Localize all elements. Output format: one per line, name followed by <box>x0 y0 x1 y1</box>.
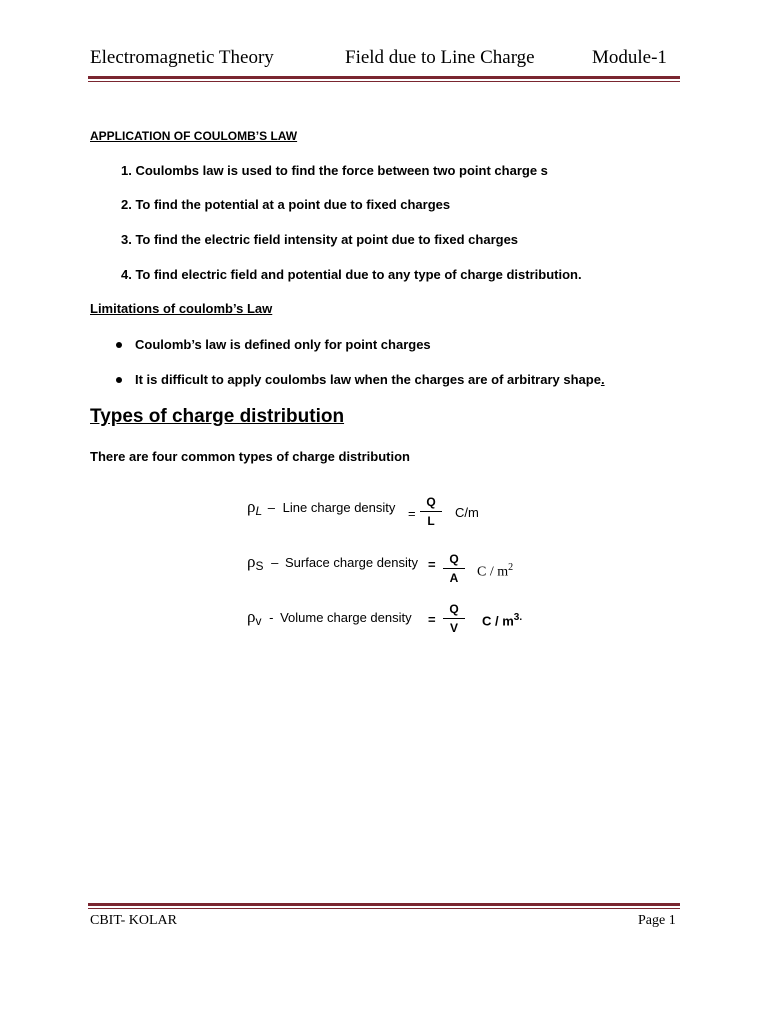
header-rule-thin <box>88 81 680 82</box>
header-topic: Field due to Line Charge <box>345 47 535 68</box>
list-item-4: 4. To find electric field and potential due to any type of charge distribution. <box>121 267 582 282</box>
rho-symbol: ρ <box>247 552 256 571</box>
denominator: V <box>449 621 458 635</box>
bullet-item-2-period: . <box>600 372 605 387</box>
formula-label: Volume charge density <box>280 610 412 625</box>
formula-dash: – <box>271 555 279 570</box>
formula-dash: – <box>267 500 276 515</box>
rho-symbol: ρ <box>247 497 256 516</box>
footer-institution: CBIT- KOLAR <box>90 913 177 928</box>
list-item-1: 1. Coulombs law is used to find the force between two point charge s <box>121 163 548 178</box>
bullet-item-1: Coulomb’s law is defined only for point charges <box>135 337 431 352</box>
fraction-bar <box>443 618 465 619</box>
section-title-types: Types of charge distribution <box>90 406 345 427</box>
bullet-item-2 <box>135 372 605 387</box>
formula-equals: = <box>428 612 436 627</box>
numerator: Q <box>449 552 459 566</box>
unit-text: C / m <box>482 613 514 629</box>
fraction <box>420 495 442 528</box>
header-module: Module-1 <box>592 47 667 68</box>
footer-rule-thin <box>88 908 680 909</box>
footer-rule-thick <box>88 903 680 906</box>
types-intro: There are four common types of charge distribution <box>90 449 410 464</box>
formula-line-charge <box>247 497 395 518</box>
list-item-3: 3. To find the electric field intensity at point due to fixed charges <box>121 232 519 247</box>
formula-unit: C/m <box>455 505 479 520</box>
numerator: Q <box>449 602 459 616</box>
rho-subscript: S <box>255 559 264 573</box>
rho-subscript: v <box>255 614 262 628</box>
formula-unit <box>482 612 522 628</box>
formula-label: Line charge density <box>282 500 396 515</box>
formula-unit <box>477 562 513 581</box>
unit-superscript: 2 <box>508 562 514 573</box>
unit-superscript: 3. <box>513 612 523 623</box>
bullet-item-2-text: It is difficult to apply coulombs law when the charges are of arbitrary shape <box>135 372 601 387</box>
formula-volume-charge <box>247 607 412 628</box>
numerator: Q <box>426 495 436 509</box>
denominator: L <box>427 514 435 528</box>
list-item-2: 2. To find the potential at a point due to fixed charges <box>121 197 451 212</box>
fraction <box>443 602 465 635</box>
formula-dash: - <box>269 610 274 625</box>
header-subject: Electromagnetic Theory <box>90 47 274 68</box>
bullet-icon <box>116 377 122 383</box>
denominator: A <box>449 571 459 585</box>
fraction-bar <box>443 568 465 569</box>
formula-equals: = <box>408 506 416 521</box>
formula-equals: = <box>428 557 436 572</box>
formula-surface-charge <box>247 552 418 573</box>
section-title-limitations: Limitations of coulomb’s Law <box>90 301 273 316</box>
section-title-application: APPLICATION OF COULOMB’S LAW <box>90 129 298 143</box>
header-rule-thick <box>88 76 680 79</box>
fraction-bar <box>420 511 442 512</box>
fraction <box>443 552 465 585</box>
rho-subscript: L <box>255 504 263 518</box>
bullet-icon <box>116 342 122 348</box>
unit-text: C / m <box>477 564 509 580</box>
footer-page-number: Page 1 <box>638 913 676 928</box>
formula-label: Surface charge density <box>284 555 418 570</box>
rho-symbol: ρ <box>247 607 256 626</box>
